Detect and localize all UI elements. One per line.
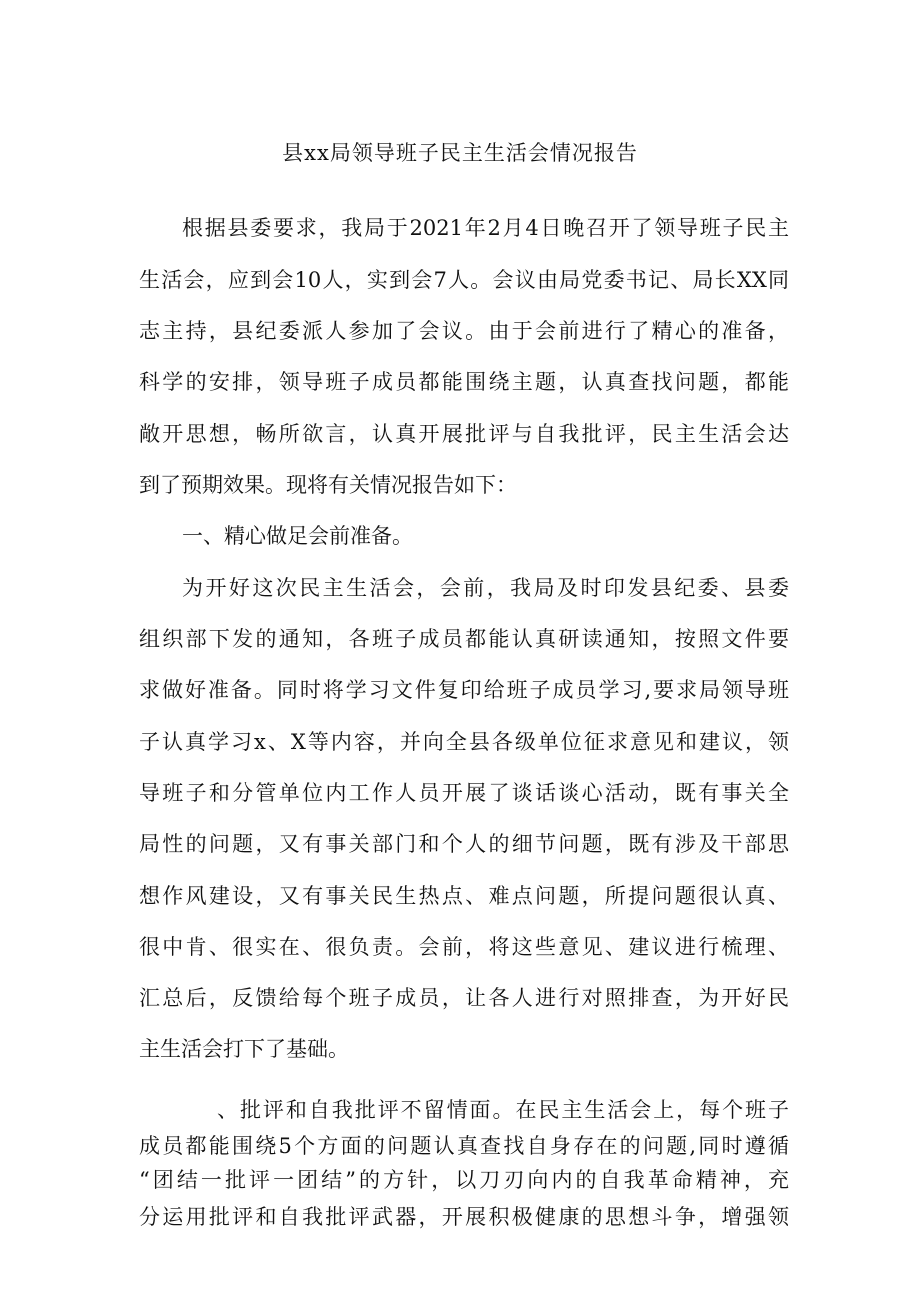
paragraph-2-line: 子认真学习x、X等内容，并向全县各级单位征求意见和建议，领 [139, 730, 789, 754]
paragraph-2-line: 汇总后，反馈给每个班子成员，让各人进行对照排查，为开好民 [139, 986, 789, 1010]
paragraph-2-line: 为开好这次民主生活会，会前，我局及时印发县纪委、县委 [182, 576, 789, 600]
paragraph-1-line: 科学的安排，领导班子成员都能围绕主题，认真查找问题，都能 [139, 370, 789, 394]
paragraph-1-line: 生活会，应到会10人，实到会7人。会议由局党委书记、局长XX同 [139, 268, 789, 292]
paragraph-3-line: 、批评和自我批评不留情面。在民主生活会上，每个班子 [217, 1098, 789, 1122]
paragraph-1-line: 敞开思想，畅所欲言，认真开展批评与自我批评，民主生活会达 [139, 422, 789, 446]
paragraph-1-line: 根据县委要求，我局于2021年2月4日晚召开了领导班子民主 [182, 216, 789, 240]
paragraph-3-line: 成员都能围绕5个方面的问题认真查找自身存在的问题,同时遵循 [139, 1134, 789, 1158]
paragraph-1-line: 志主持，县纪委派人参加了会议。由于会前进行了精心的准备， [139, 319, 789, 343]
paragraph-3-line: 分运用批评和自我批评武器，开展积极健康的思想斗争，增强领 [139, 1205, 789, 1229]
document-title: 县xx局领导班子民主生活会情况报告 [282, 141, 638, 165]
paragraph-2-line: 局性的问题，又有事关部门和个人的细节问题，既有涉及干部思 [139, 832, 789, 856]
paragraph-2-line: 很中肯、很实在、很负责。会前，将这些意见、建议进行梳理、 [139, 935, 789, 959]
paragraph-1-line: 到了预期效果。现将有关情况报告如下： [139, 473, 517, 497]
paragraph-2-line: 主生活会打下了基础。 [139, 1037, 349, 1061]
paragraph-3-line: “团结一批评一团结”的方针，以刀刃向内的自我革命精神，充 [139, 1168, 789, 1192]
paragraph-2-line: 组织部下发的通知，各班子成员都能认真研读通知，按照文件要 [139, 627, 789, 651]
paragraph-2-line: 导班子和分管单位内工作人员开展了谈话谈心活动，既有事关全 [139, 781, 789, 805]
paragraph-2-line: 想作风建设，又有事关民生热点、难点问题，所提问题很认真、 [139, 884, 789, 908]
paragraph-2-line: 求做好准备。同时将学习文件复印给班子成员学习,要求局领导班 [139, 678, 789, 702]
section-heading: 一、精心做足会前准备。 [182, 524, 413, 548]
